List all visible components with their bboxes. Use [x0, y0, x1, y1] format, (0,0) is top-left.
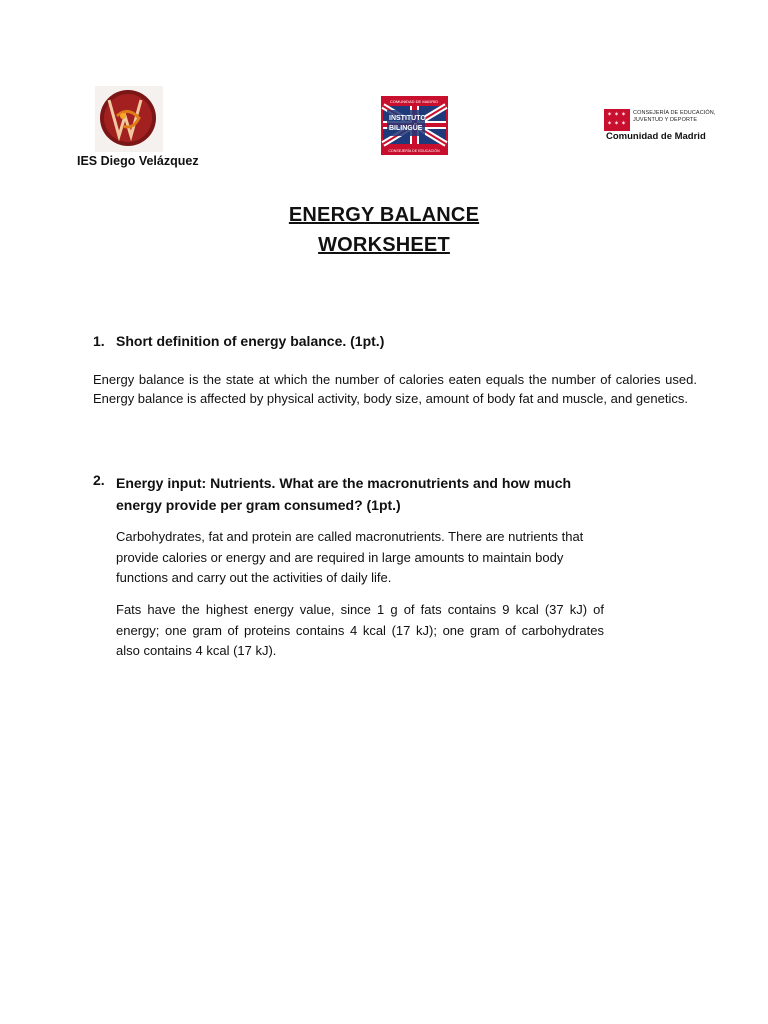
consejeria-line1: CONSEJERÍA DE EDUCACIÓN,: [633, 110, 716, 116]
worksheet-title-line2: WORKSHEET: [318, 234, 450, 256]
question-2-answer-1: Carbohydrates, fat and protein are called macronutrients. There are nutrients that provide calories or energy and are required in large amounts to maintain body functions and carry out the activities of daily life.: [116, 529, 584, 585]
school-name: IES Diego Velázquez: [77, 154, 199, 168]
question-1-heading: Short definition of energy balance. (1pt.): [116, 333, 385, 349]
madrid-flag-icon: ✶ ✶ ✶ ✶ ✶ ✶: [604, 109, 630, 131]
bilingue-line1-text: INSTITUTO: [389, 115, 426, 122]
question-2-number: 2.: [93, 472, 105, 488]
question-2-answer-2: Fats have the highest energy value, since 1 g of fats contains 9 kcal (37 kJ) of energy; one gram of proteins contains 4 kcal (17 kJ); one gram of carbohydrates also contains 4 kcal (17 kJ).: [116, 602, 604, 658]
madrid-consejeria-text: [633, 110, 715, 123]
worksheet-title-line1: ENERGY BALANCE: [288, 204, 480, 226]
instituto-bilingue-logo: [381, 96, 448, 155]
question-2-heading: Energy input: Nutrients. What are the macronutrients and how much energy provide per gram consumed? (1pt.): [116, 475, 572, 513]
bilingue-line2-text: BILINGÜE: [389, 125, 423, 132]
question-1-answer: Energy balance is the state at which the number of calories eaten equals the number of calories used. Energy balance is affected by physical activity, body size, amount of body fat and muscle, and genetics.: [93, 372, 697, 406]
bilingue-bottom-text: CONSEJERÍA DE EDUCACIÓN: [388, 149, 440, 153]
school-logo: [95, 86, 163, 152]
madrid-name-text: Comunidad de Madrid: [606, 131, 706, 142]
comunidad-de-madrid-logo: [604, 107, 728, 143]
bilingue-top-text: COMUNIDAD DE MADRID: [389, 99, 439, 104]
question-1-number: 1.: [93, 333, 105, 349]
consejeria-line2: JUVENTUD Y DEPORTE: [633, 116, 698, 123]
